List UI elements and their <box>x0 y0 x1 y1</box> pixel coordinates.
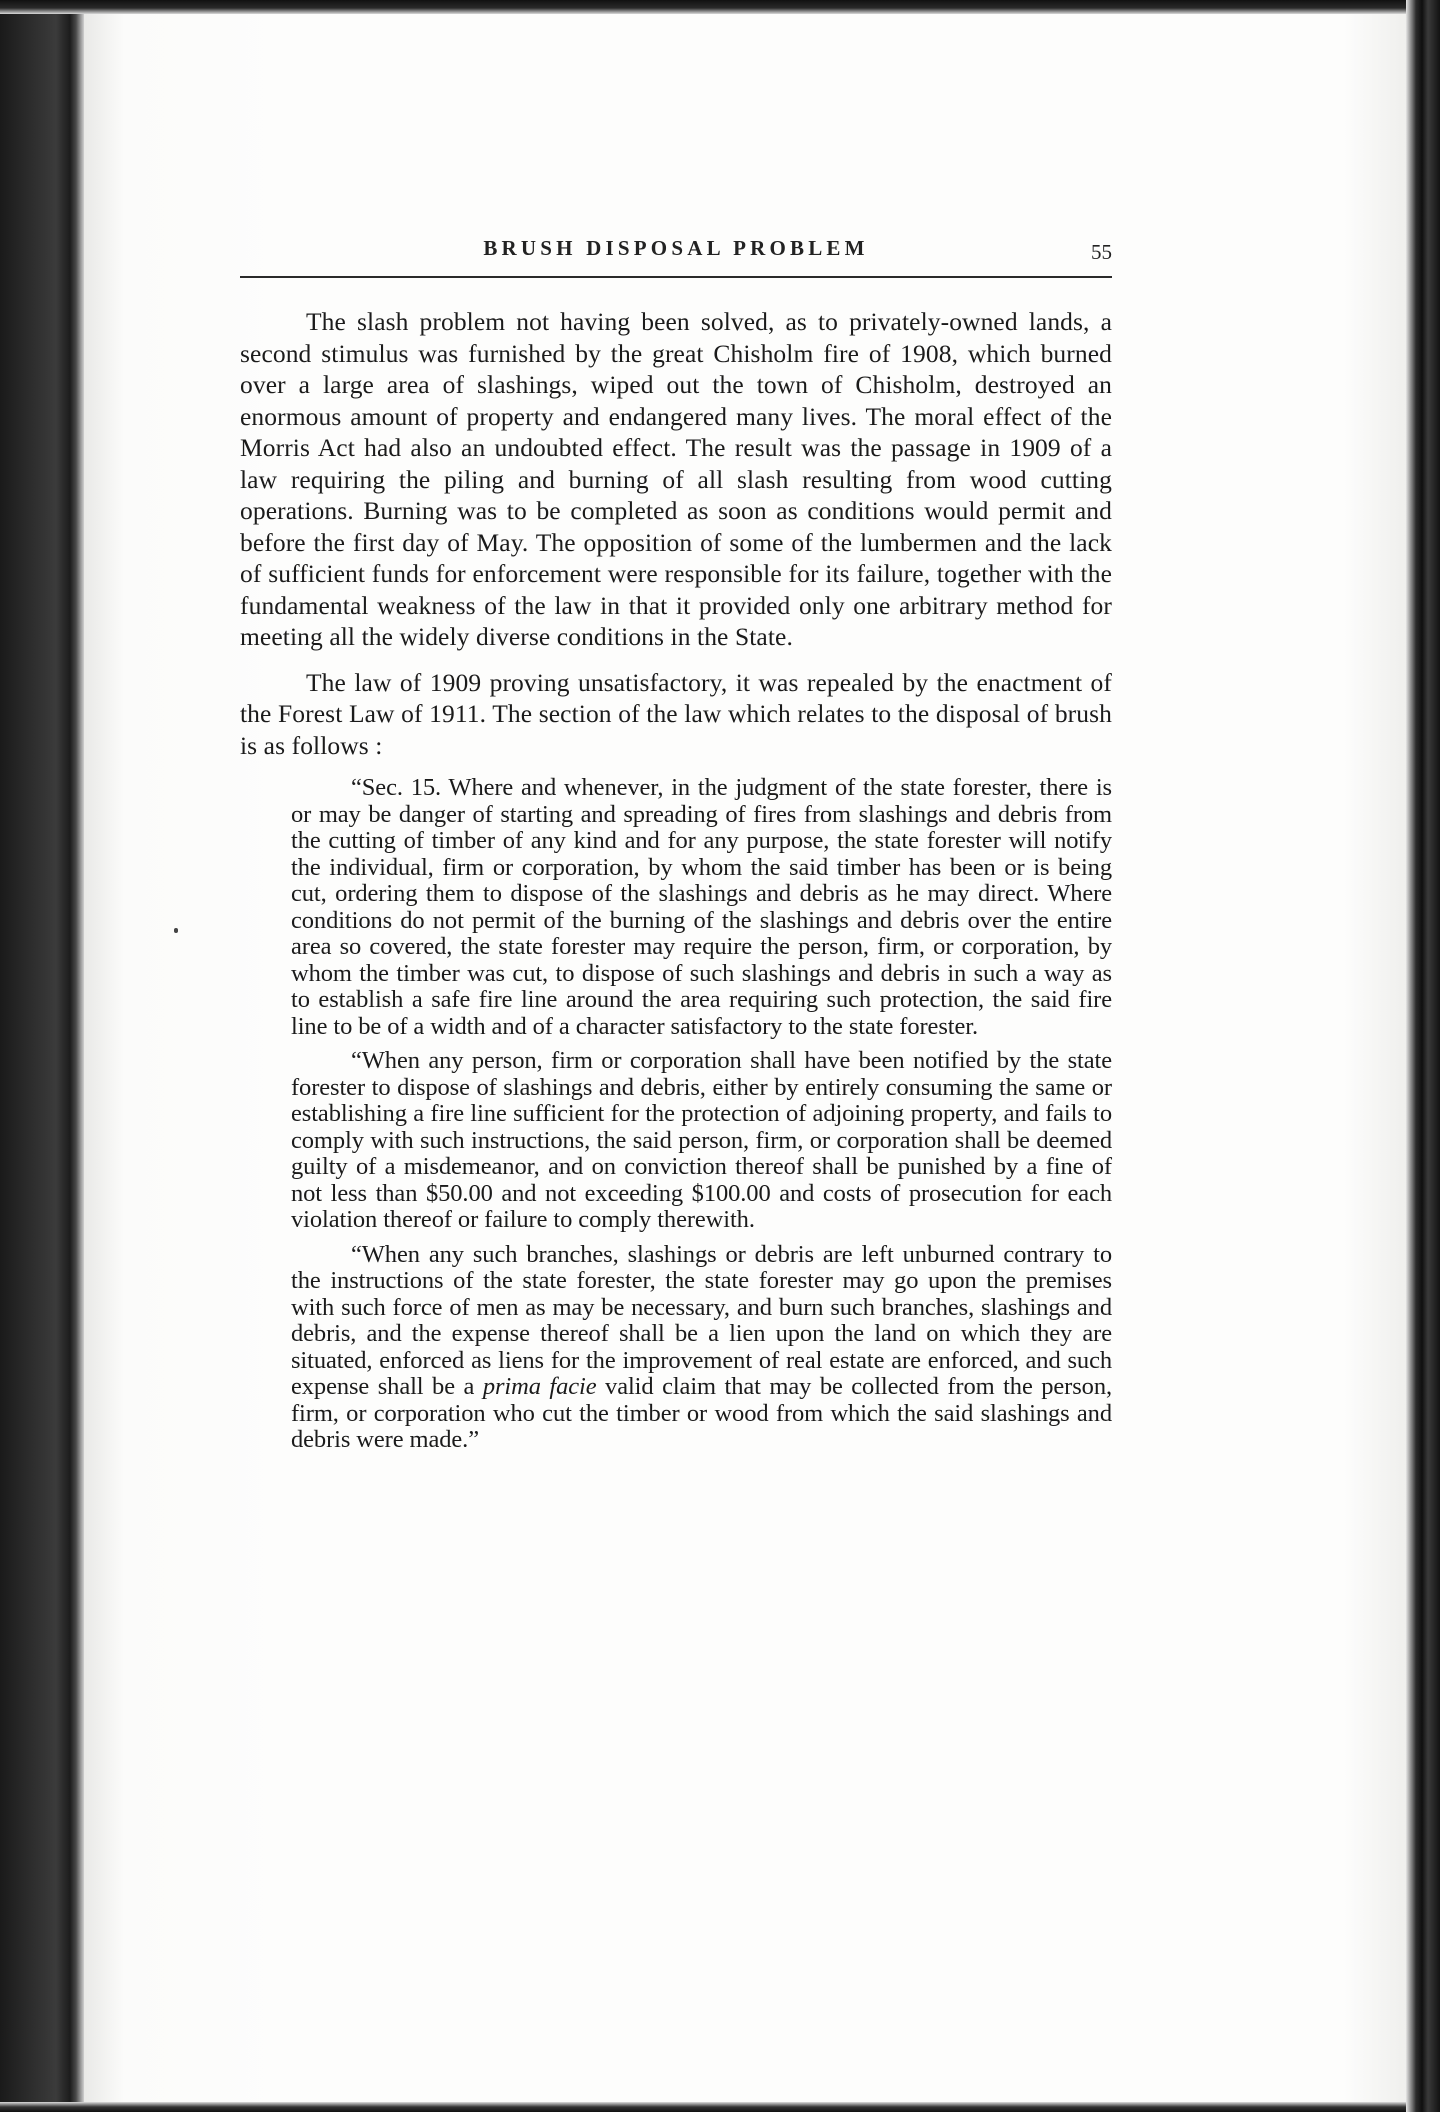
page-text-block <box>240 232 1112 1462</box>
quote-lien-text-end: valid claim that may be collected from the person, firm, or corporation who cut the timber or wood from which the said slashings and debris were made.” <box>291 1373 1112 1453</box>
scan-border-top <box>0 0 1440 14</box>
quote-lien-italic: prima facie <box>482 1373 597 1400</box>
page-number: 55 <box>1091 240 1112 264</box>
header-rule <box>240 276 1112 278</box>
quote-lien <box>291 1242 1112 1454</box>
paragraph-chisholm-fire: The slash problem not having been solved, as to privately-owned lands, a second stimulus was furnished by the great Chisholm fire of 1908, which burned over a large area of slashings, wiped out the town of Chisholm, destroyed an enormous amount of property and endangered many lives. The moral effect of the Morris Act had also an undoubted effect. The result was the passage in 1909 of a law requiring the piling and burning of all slash resulting from wood cutting operations. Burning was to be completed as soon as conditions would permit and before the first day of May. The opposition of some of the lumbermen and the lack of sufficient funds for enforcement were responsible for its failure, together with the fundamental weakness of the law in that it provided only one arbitrary method for meeting all the widely diverse conditions in the State. <box>240 307 1112 651</box>
running-head <box>240 232 1112 276</box>
running-head-title: BRUSH DISPOSAL PROBLEM <box>483 236 869 260</box>
scan-border-bottom <box>0 2102 1440 2112</box>
book-spine-edge <box>0 0 84 2112</box>
quote-lien-text-start: “When any such branches, slashings or debris are left unburned contrary to the instructions of the state forester, the state forester may go upon the premises with such force of men as may be necessary, and burn such branches, slashings and debris, and the expense thereof shall be a lien upon the land on which they are situated, enforced as liens for the improvement of real estate are enforced, and such expense shall be a <box>291 1240 1112 1400</box>
book-fore-edge <box>1406 0 1440 2112</box>
quote-penalty: “When any person, firm or corporation shall have been notified by the state forester to dispose of slashings and debris, either by entirely consuming the same or establishing a fire line sufficient for the protection of adjoining property, and fails to comply with such instructions, the said person, firm, or corporation shall be deemed guilty of a misdemeanor, and on conviction thereof shall be punished by a fine of not less than $50.00 and not exceeding $100.00 and costs of prosecution for each violation thereof or failure to comply therewith. <box>291 1047 1112 1233</box>
stray-ink-mark <box>174 928 178 933</box>
quote-section-15: “Sec. 15. Where and whenever, in the judgment of the state forester, there is or may be danger of starting and spreading of fires from slashings and debris from the cutting of timber of any kind and for any purpose, the state forester will notify the individual, firm or corporation, by whom the said timber has been or is being cut, ordering them to dispose of the slashings and debris as he may direct. Where conditions do not permit of the burning of the slashings and debris over the entire area so covered, the state forester may require the person, firm, or corporation, by whom the timber was cut, to dispose of such slashings and debris in such a way as to establish a safe fire line around the area requiring such protection, the said fire line to be of a width and of a character satisfactory to the state forester. <box>291 774 1112 1040</box>
paragraph-forest-law-1911: The law of 1909 proving unsatisfactory, it was repealed by the enactment of the Forest Law of 1911. The section of the law which relates to the disposal of brush is as follows : <box>240 667 1112 760</box>
